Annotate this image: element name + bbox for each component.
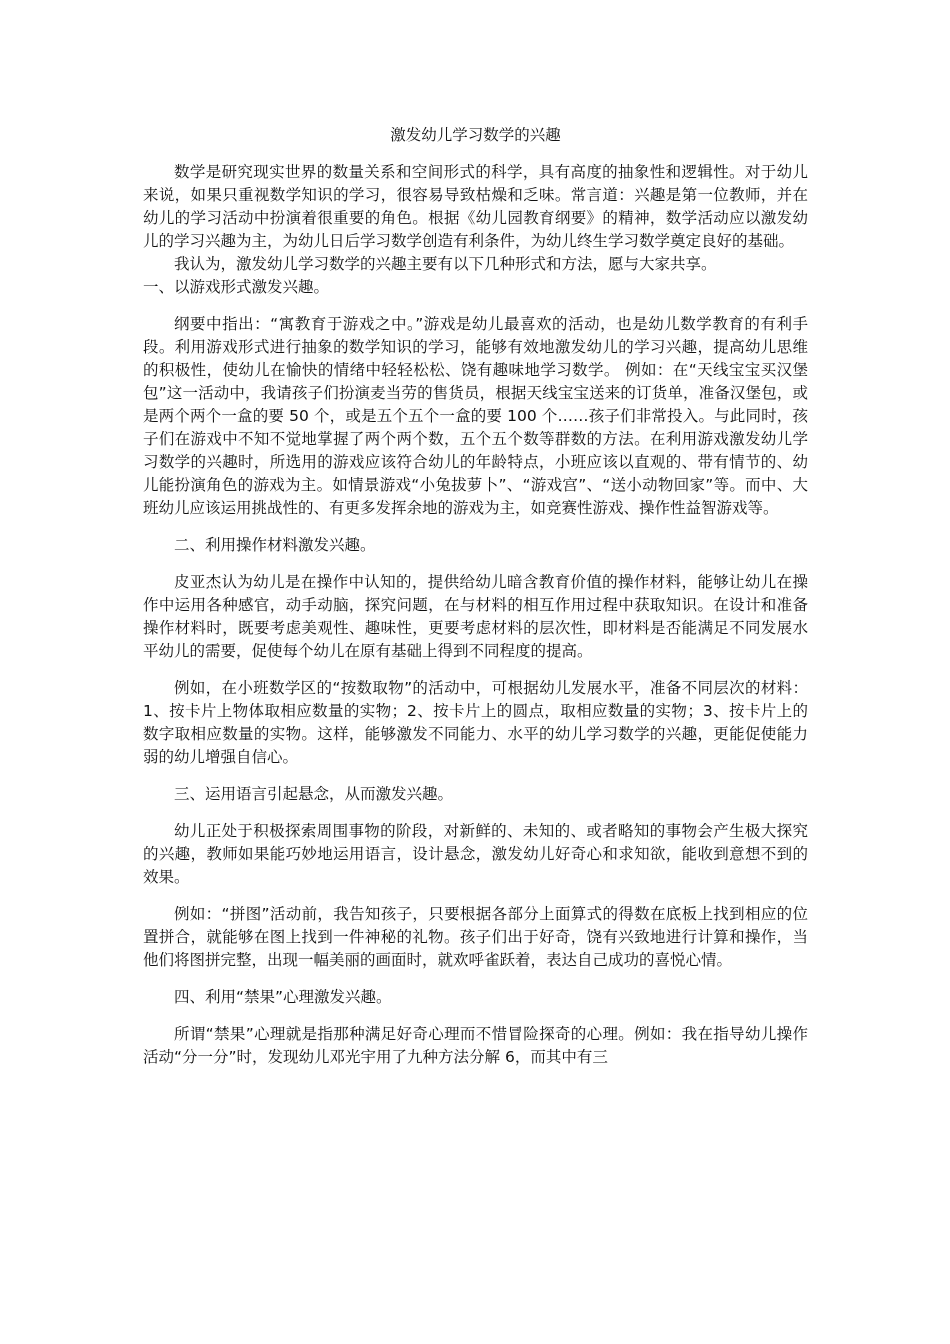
section-heading-3: 三、运用语言引起悬念，从而激发兴趣。	[174, 785, 454, 803]
paragraph-puzzle-example: 例如：“拼图”活动前，我告知孩子，只要根据各部分上面算式的得数在底板上找到相应的位置拼合，就能够在图上找到一件神秘的礼物。孩子们出于好奇，饶有兴致地进行计算和操作，当他们将图拼完整，出现一幅美丽的画面时，就欢呼雀跃着，表达自己成功的喜悦心情。	[143, 905, 808, 969]
paragraph-forbidden-fruit: 所谓“禁果”心理就是指那种满足好奇心理而不惜冒险探奇的心理。例如：我在指导幼儿操作活动“分一分”时，发现幼儿邓光宇用了九种方法分解 6，而其中有三	[143, 1025, 808, 1066]
paragraph-intro: 数学是研究现实世界的数量关系和空间形式的科学，具有高度的抽象性和逻辑性。对于幼儿来说，如果只重视数学知识的学习，很容易导致枯燥和乏味。常言道：兴趣是第一位教师，并在幼儿的学习活动中扮演着很重要的角色。根据《幼儿园教育纲要》的精神，数学活动应以激发幼儿的学习兴趣为主，为幼儿日后学习数学创造有利条件，为幼儿终生学习数学奠定良好的基础。	[143, 163, 808, 250]
paragraph-language: 幼儿正处于积极探索周围事物的阶段，对新鲜的、未知的、或者略知的事物会产生极大探究的兴趣，教师如果能巧妙地运用语言，设计悬念，激发幼儿好奇心和求知欲，能收到意想不到的效果。	[143, 822, 808, 886]
paragraph-materials-example: 例如，在小班数学区的“按数取物”的活动中，可根据幼儿发展水平，准备不同层次的材料：1、按卡片上物体取相应数量的实物；2、按卡片上的圆点，取相应数量的实物；3、按卡片上的数字取相应数量的实物。这样，能够激发不同能力、水平的幼儿学习数学的兴趣，更能促使能力弱的幼儿增强自信心。	[143, 679, 808, 766]
paragraph-game-method: 纲要中指出：“寓教育于游戏之中。”游戏是幼儿最喜欢的活动，也是幼儿数学教育的有利手段。利用游戏形式进行抽象的数学知识的学习，能够有效地激发幼儿的学习兴趣，提高幼儿思维的积极性，使幼儿在愉快的情绪中轻轻松松、饶有趣味地学习数学。 例如：在“天线宝宝买汉堡包”这一活动中，我请孩子们扮演麦当劳的售货员，根据天线宝宝送来的订货单，准备汉堡包，或是两个两个一盒的要 50 个，或是五个五个一盒的要 100 个……孩子们非常投入。与此同时，孩子们在游戏中不知不觉地掌握了两个两个数，五个五个数等群数的方法。在利用游戏激发幼儿学习数学的兴趣时，所选用的游戏应该符合幼儿的年龄特点，小班应该以直观的、带有情节的、幼儿能扮演角色的游戏为主。如情景游戏“小兔拔萝卜”、“游戏宫”、“送小动物回家”等。而中、大班幼儿应该运用挑战性的、有更多发挥余地的游戏为主，如竞赛性游戏、操作性益智游戏等。	[143, 315, 808, 517]
section-heading-1: 一、以游戏形式激发兴趣。	[143, 278, 330, 296]
section-heading-2: 二、利用操作材料激发兴趣。	[174, 536, 376, 554]
paragraph-methods-intro: 我认为，激发幼儿学习数学的兴趣主要有以下几种形式和方法，愿与大家共享。	[174, 255, 717, 273]
document-title: 激发幼儿学习数学的兴趣	[390, 126, 561, 144]
document-body	[143, 124, 808, 1069]
paragraph-materials: 皮亚杰认为幼儿是在操作中认知的，提供给幼儿暗含教育价值的操作材料，能够让幼儿在操作中运用各种感官，动手动脑，探究问题，在与材料的相互作用过程中获取知识。在设计和准备操作材料时，既要考虑美观性、趣味性，更要考虑材料的层次性，即材料是否能满足不同发展水平幼儿的需要，促使每个幼儿在原有基础上得到不同程度的提高。	[143, 573, 808, 660]
section-heading-4: 四、利用“禁果”心理激发兴趣。	[174, 988, 392, 1006]
